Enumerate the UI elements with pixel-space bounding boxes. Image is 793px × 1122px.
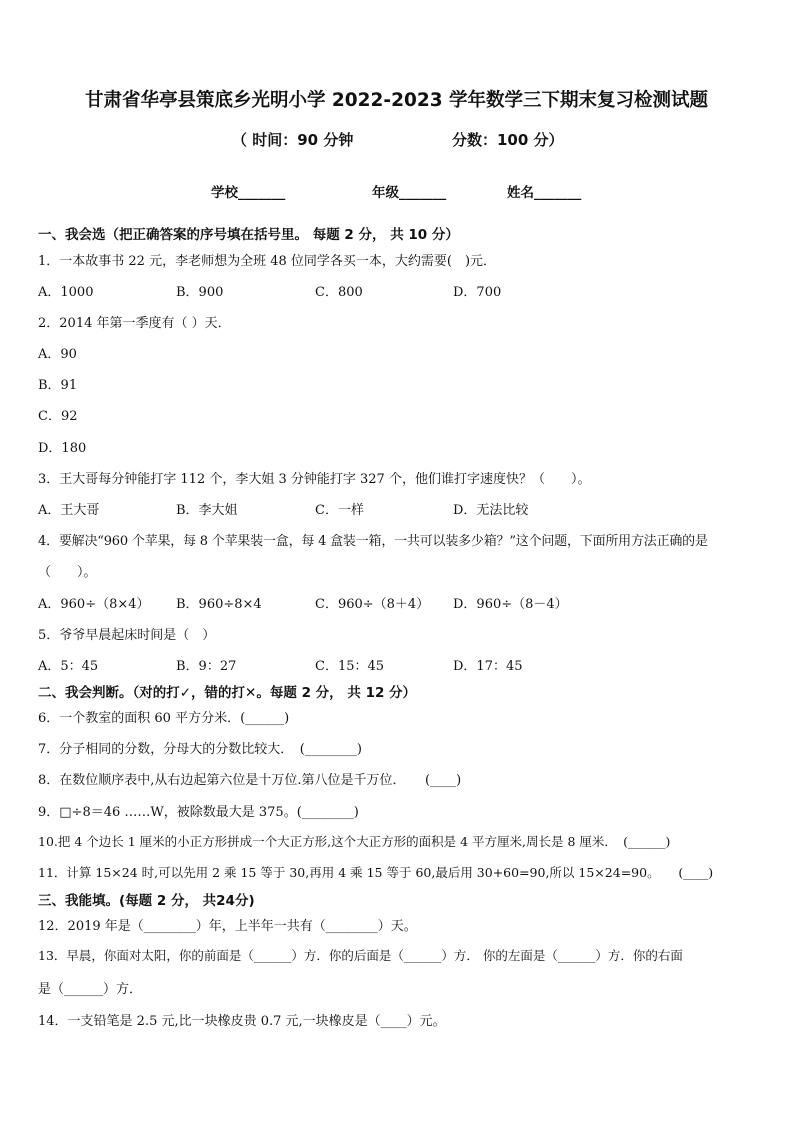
question-5: 5．爷爷早晨起床时间是（ ） xyxy=(38,628,216,643)
question-4: 4．要解决“960 个苹果，每 8 个苹果装一盒，每 4 盒装一箱，一共可以装多少箱？”这个问题，下面所用方法正确的是 xyxy=(38,534,708,549)
question-11: 11．计算 15×24 时,可以先用 2 乘 15 等于 30,再用 4 乘 15 等于 60,最后用 30+60=90,所以 15×24=90。 (____) xyxy=(38,865,714,880)
question-8: 8．在数位顺序表中,从右边起第六位是十万位.第八位是千万位． (____) xyxy=(38,773,462,788)
exam-score: 分数：100 分） xyxy=(452,131,564,149)
exam-time: （ 时间：90 分钟 xyxy=(232,131,354,149)
section-3-heading: 三、我能填。(每题 2 分， 共24分) xyxy=(38,893,255,909)
q5-option-a: A．5：45 xyxy=(38,659,99,674)
q2-option-a: A．90 xyxy=(38,347,77,362)
q1-option-c: C．800 xyxy=(315,285,363,300)
section-2-heading: 二、我会判断。（对的打✓，错的打✕。每题 2 分， 共 12 分） xyxy=(38,685,417,701)
section-1-heading: 一、我会选（把正确答案的序号填在括号里。 每题 2 分， 共 10 分） xyxy=(38,227,459,243)
question-4-continued: （ ）。 xyxy=(38,565,97,580)
school-label: 学校 xyxy=(211,185,238,201)
q3-option-d: D．无法比较 xyxy=(453,503,529,518)
question-10: 10.把 4 个边长 1 厘米的小正方形拼成一个大正方形,这个大正方形的面积是 4 平方厘米,周长是 8 厘米． (______) xyxy=(38,834,671,849)
q4-option-d: D．960÷（8－4） xyxy=(453,597,568,612)
question-9: 9．□÷8＝46 ……W，被除数最大是 375。(________) xyxy=(38,805,359,820)
question-7: 7．分子相同的分数，分母大的分数比较大． (________) xyxy=(38,742,362,757)
question-6: 6．一个教室的面积 60 平方分米．(______) xyxy=(38,711,290,726)
q3-option-b: B．李大姐 xyxy=(176,503,238,518)
q2-option-d: D．180 xyxy=(38,441,87,456)
question-13-continued: 是（______）方． xyxy=(38,982,143,997)
question-14: 14．一支铅笔是 2.5 元,比一块橡皮贵 0.7 元,一块橡皮是（____）元。 xyxy=(38,1014,446,1029)
question-3: 3．王大哥每分钟能打字 112 个，李大姐 3 分钟能打字 327 个，他们谁打字速度快？（ ）。 xyxy=(38,472,591,487)
q1-option-d: D．700 xyxy=(453,285,502,300)
school-blank: _______ xyxy=(238,185,286,201)
name-label: 姓名 xyxy=(507,185,534,201)
q5-option-b: B．9：27 xyxy=(176,659,237,674)
school-field xyxy=(211,181,285,201)
name-field xyxy=(507,181,581,201)
q5-option-d: D．17：45 xyxy=(453,659,523,674)
q5-option-c: C．15：45 xyxy=(315,659,385,674)
grade-label: 年级 xyxy=(372,185,399,201)
page-title: 甘肃省华亭县策底乡光明小学 2022-2023 学年数学三下期末复习检测试题 xyxy=(84,90,709,111)
q4-option-b: B．960÷8×4 xyxy=(176,597,262,612)
grade-blank: _______ xyxy=(399,185,447,201)
name-blank: _______ xyxy=(534,185,582,201)
q4-option-a: A．960÷（8×4） xyxy=(38,597,150,612)
q2-option-b: B．91 xyxy=(38,378,78,393)
question-13: 13．早晨，你面对太阳，你的前面是（______）方．你的后面是（______）方． 你的左面是（______）方．你的右面 xyxy=(38,948,683,963)
question-12: 12．2019 年是（________）年，上半年一共有（________）天。 xyxy=(38,919,417,934)
q3-option-a: A．王大哥 xyxy=(38,503,100,518)
q2-option-c: C．92 xyxy=(38,409,78,424)
grade-field xyxy=(372,181,446,201)
q1-option-a: A．1000 xyxy=(38,285,94,300)
question-1: 1．一本故事书 22 元，李老师想为全班 48 位同学各买一本，大约需要( )元． xyxy=(38,254,497,269)
question-2: 2．2014 年第一季度有（ ）天． xyxy=(38,316,231,331)
q1-option-b: B．900 xyxy=(176,285,224,300)
q3-option-c: C．一样 xyxy=(315,503,364,518)
q4-option-c: C．960÷（8＋4） xyxy=(315,597,430,612)
